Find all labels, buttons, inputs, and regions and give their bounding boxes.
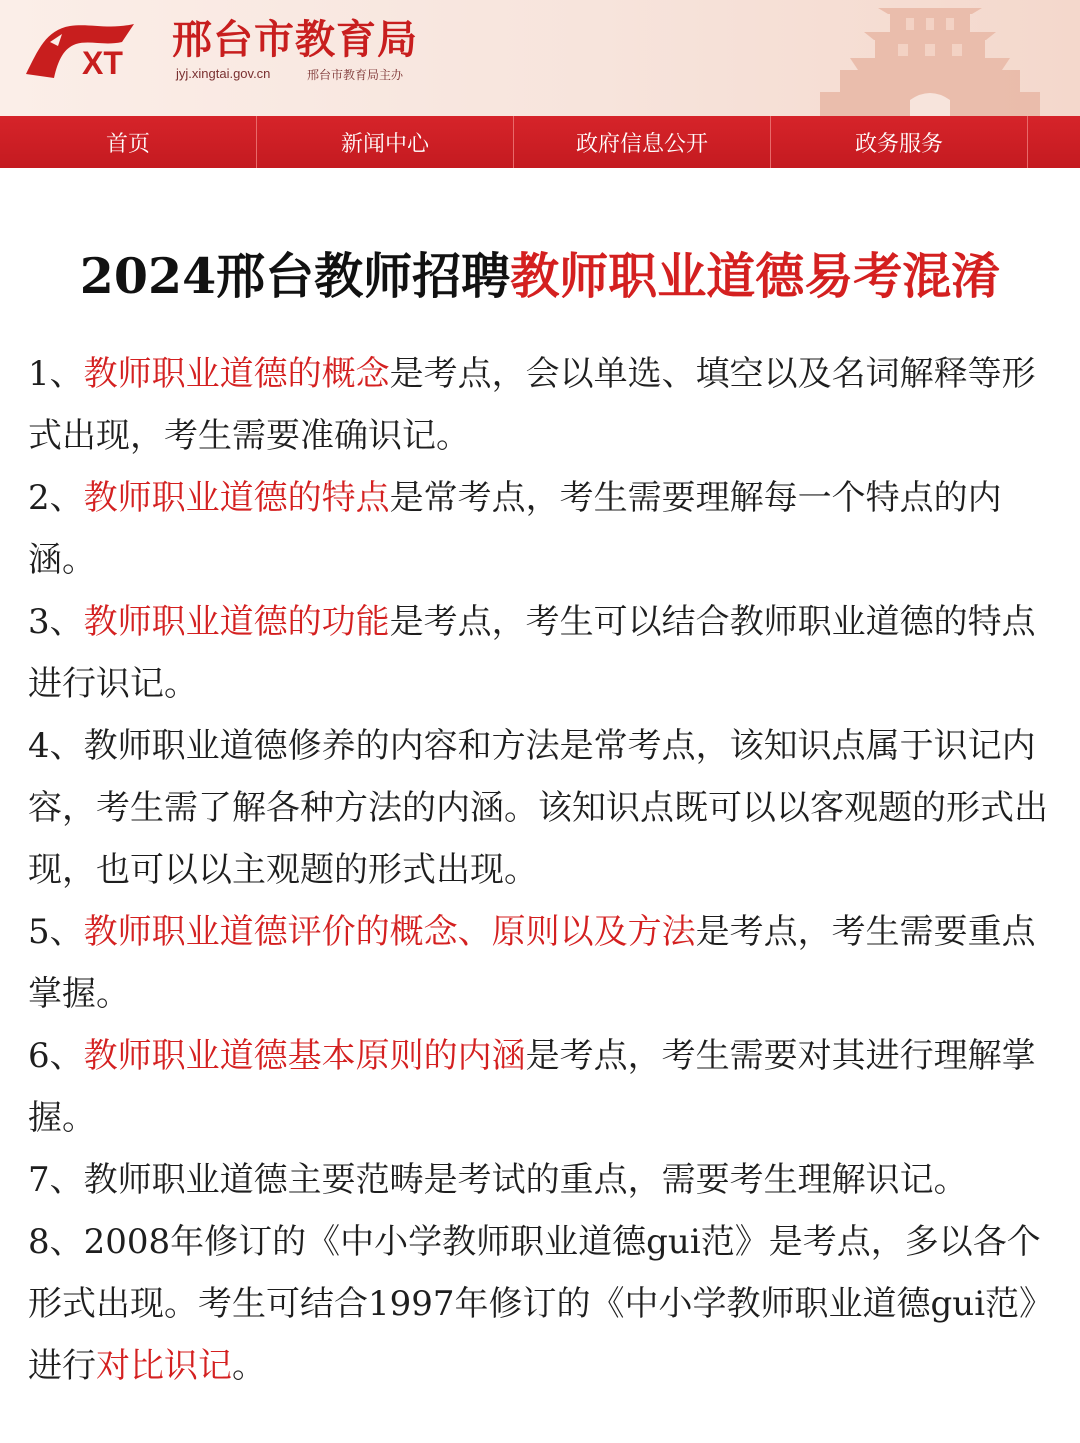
city-gate-tower-icon [780, 0, 1080, 116]
list-item [28, 343, 1058, 467]
item-number: 4、 [28, 726, 84, 766]
article-body [28, 343, 1058, 1397]
item-text: 教师职业道德主要范畴是考试的重点，需要考生理解识记。 [83, 1160, 968, 1200]
site-header [0, 0, 1080, 116]
site-domain: jyj.xingtai.gov.cn [176, 66, 271, 81]
article-title [0, 243, 1080, 309]
nav-item-home[interactable]: 首页 [0, 116, 257, 168]
item-highlight: 教师职业道德的特点 [83, 478, 390, 518]
item-text: 是考点，考生需要重点掌握。 [28, 912, 1036, 1014]
article-title-black: 2024邢台教师招聘 [79, 246, 511, 305]
item-text: 是考点，会以单选、填空以及名词解释等形式出现，考生需要准确识记。 [28, 354, 1036, 456]
site-title[interactable]: 邢台市教育局 [172, 17, 418, 63]
main-nav [0, 116, 1080, 168]
list-item [28, 1149, 1058, 1211]
item-highlight: 教师职业道德的概念 [83, 354, 390, 394]
article-title-red: 教师职业道德易考混淆 [510, 246, 1001, 305]
item-highlight: 教师职业道德的功能 [83, 602, 390, 642]
item-text: 2008年修订的《中小学教师职业道德gui范》是考点，多以各个形式出现。考生可结合1997年修订的《中小学教师职业道德gui范》进行 [28, 1222, 1054, 1386]
nav-item-news-center[interactable]: 新闻中心 [257, 116, 514, 168]
item-number: 8、 [28, 1222, 84, 1262]
xt-flag-logo-icon[interactable] [24, 20, 150, 82]
item-highlight: 教师职业道德评价的概念、原则以及方法 [83, 912, 696, 952]
item-text: 是考点，考生需要对其进行理解掌握。 [28, 1036, 1036, 1138]
item-highlight: 对比识记 [96, 1346, 232, 1386]
list-item [28, 715, 1058, 901]
list-item [28, 1025, 1058, 1149]
list-item [28, 467, 1058, 591]
list-item [28, 591, 1058, 715]
item-text: 教师职业道德修养的内容和方法是常考点，该知识点属于识记内容，考生需了解各种方法的内涵。该知识点既可以以客观题的形式出现，也可以以主观题的形式出现。 [28, 726, 1048, 890]
site-sponsor: 邢台市教育局主办 [307, 68, 404, 82]
nav-spacer [1028, 116, 1080, 168]
nav-item-gov-services[interactable]: 政务服务 [771, 116, 1028, 168]
item-number: 2、 [28, 478, 84, 518]
list-item [28, 1211, 1058, 1397]
item-text: 是考点，考生可以结合教师职业道德的特点进行识记。 [28, 602, 1036, 704]
item-number: 7、 [28, 1160, 84, 1200]
item-text: 是常考点，考生需要理解每一个特点的内涵。 [28, 478, 1002, 580]
item-text-end: 。 [232, 1346, 266, 1386]
item-number: 5、 [28, 912, 84, 952]
list-item [28, 901, 1058, 1025]
item-number: 3、 [28, 602, 84, 642]
item-number: 1、 [28, 354, 84, 394]
logo-text: XT [82, 45, 123, 81]
nav-item-gov-info-disclosure[interactable]: 政府信息公开 [514, 116, 771, 168]
item-number: 6、 [28, 1036, 84, 1076]
item-highlight: 教师职业道德基本原则的内涵 [83, 1036, 526, 1076]
